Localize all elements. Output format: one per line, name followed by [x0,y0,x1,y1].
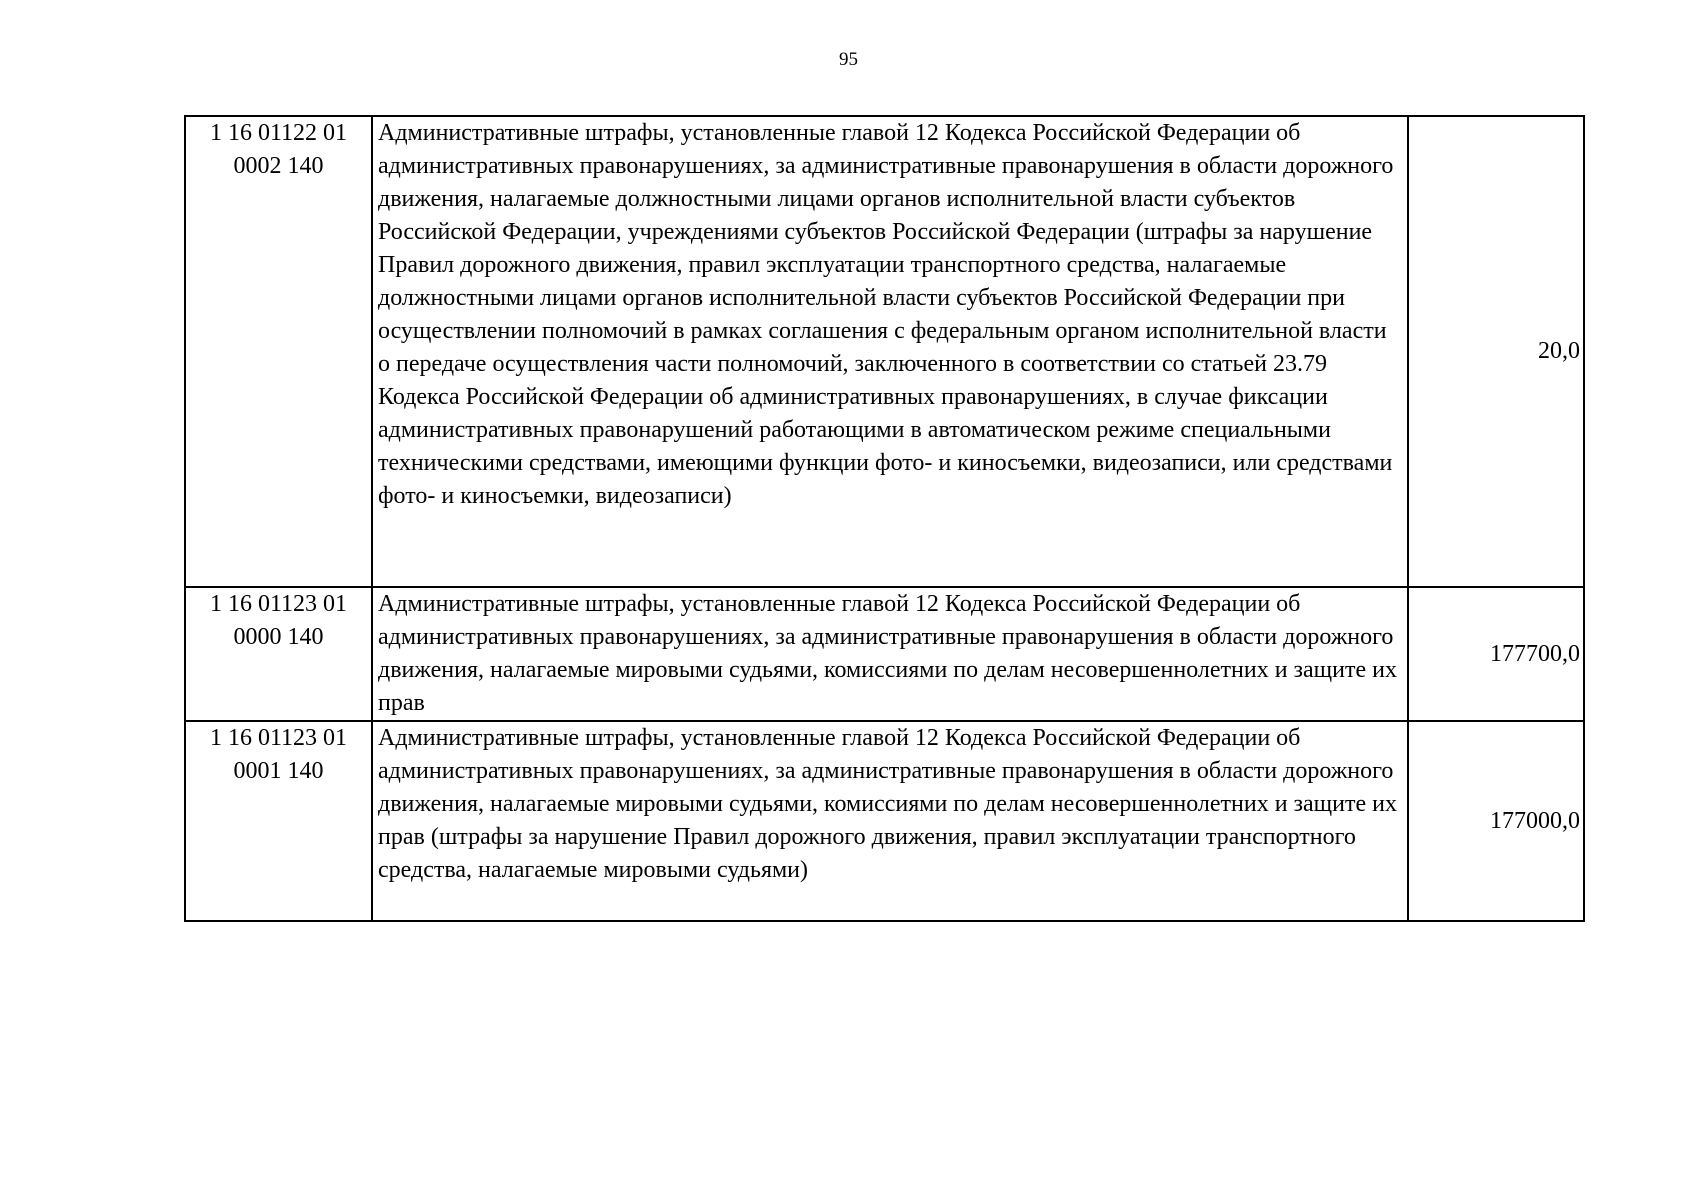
revenue-description-cell: Административные штрафы, установленные главой 12 Кодекса Российской Федерации об административных правонарушениях, за административные правонарушения в области дорожного движения, налагаемые мировыми судьями, комиссиями по делам несовершеннолетних и защите их прав [372,587,1408,721]
table-row [185,587,1584,721]
table-row [185,116,1584,587]
revenue-code-cell: 1 16 01123 01 0001 140 [185,721,372,921]
revenue-description-cell: Административные штрафы, установленные главой 12 Кодекса Российской Федерации об административных правонарушениях, за административные правонарушения в области дорожного движения, налагаемые должностными лицами органов исполнительной власти субъектов Российской Федерации, учреждениями субъектов Российской Федерации (штрафы за нарушение Правил дорожного движения, правил эксплуатации транспортного средства, налагаемые должностными лицами органов исполнительной власти субъектов Российской Федерации при осуществлении полномочий в рамках соглашения с федеральным органом исполнительной власти о передаче осуществления части полномочий, заключенного в соответствии со статьей 23.79 Кодекса Российской Федерации об административных правонарушениях, в случае фиксации административных правонарушений работающими в автоматическом режиме специальными техническими средствами, имеющими функции фото- и киносъемки, видеозаписи, или средствами фото- и киносъемки, видеозаписи) [372,116,1408,587]
amount-cell: 177000,0 [1408,721,1584,921]
revenue-code-cell: 1 16 01122 01 0002 140 [185,116,372,587]
page-number: 95 [839,49,858,70]
table-row [185,721,1584,921]
amount-cell: 177700,0 [1408,587,1584,721]
revenue-code-cell: 1 16 01123 01 0000 140 [185,587,372,721]
amount-cell: 20,0 [1408,116,1584,587]
revenue-description-cell: Административные штрафы, установленные главой 12 Кодекса Российской Федерации об административных правонарушениях, за административные правонарушения в области дорожного движения, налагаемые мировыми судьями, комиссиями по делам несовершеннолетних и защите их прав (штрафы за нарушение Правил дорожного движения, правил эксплуатации транспортного средства, налагаемые мировыми судьями) [372,721,1408,921]
budget-revenue-table [184,115,1585,922]
